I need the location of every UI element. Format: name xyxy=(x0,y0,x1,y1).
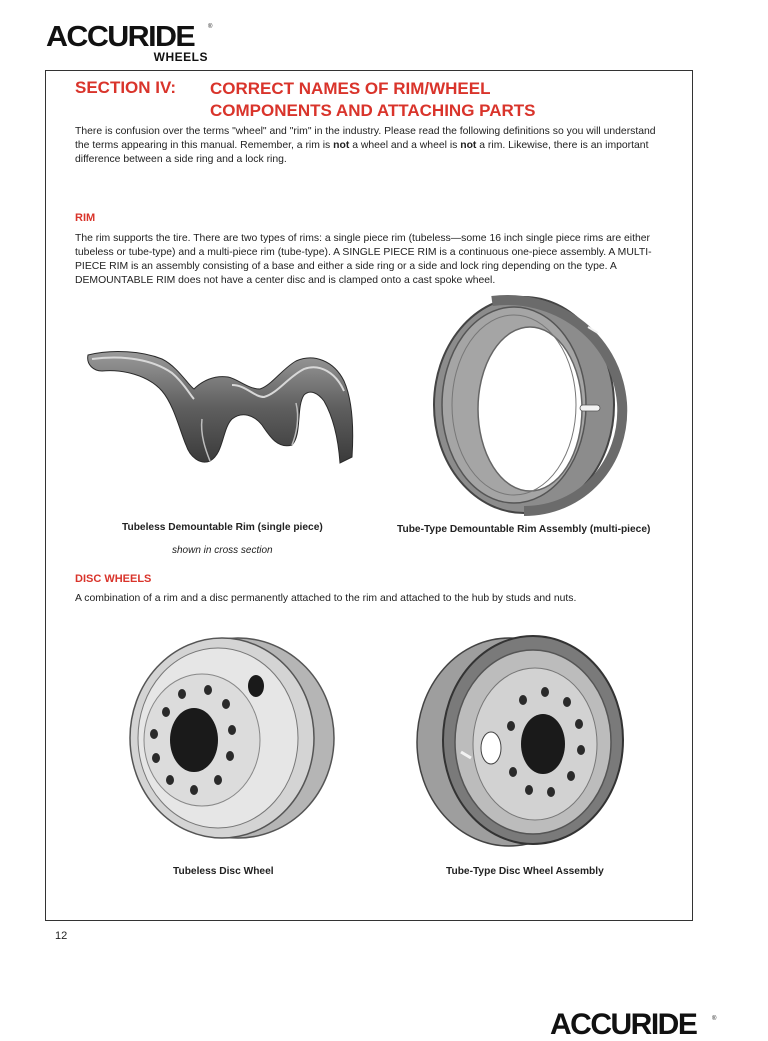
caption-tubeless-disc-wheel: Tubeless Disc Wheel xyxy=(173,866,274,877)
logo-wordmark: ACCURIDE xyxy=(46,21,195,53)
footer-accuride-logo: ACCURIDE xyxy=(550,1008,697,1041)
emphasis-not: not xyxy=(333,140,350,151)
disc-wheels-heading: DISC WHEELS xyxy=(75,573,152,585)
page-number: 12 xyxy=(55,930,68,942)
caption-tube-type-disc-wheel: Tube-Type Disc Wheel Assembly xyxy=(446,866,604,877)
logo-subtitle: WHEELS xyxy=(153,50,208,64)
rim-line-4: DEMOUNTABLE RIM does not have a center disc and is clamped onto a cast spoke wheel. xyxy=(75,275,496,286)
rim-cross-section-image xyxy=(82,345,362,470)
caption-tube-type-rim: Tube-Type Demountable Rim Assembly (multi-piece) xyxy=(397,524,651,535)
tube-type-disc-wheel-image xyxy=(413,630,628,855)
caption-tubeless-rim: Tubeless Demountable Rim (single piece) xyxy=(122,522,323,533)
intro-line-1: There is confusion over the terms "wheel" and "rim" in the industry. Please read the following definitions so you will understand xyxy=(75,126,656,137)
intro-paragraph xyxy=(75,125,675,167)
emphasis-not: not xyxy=(460,140,477,151)
intro-line-2: the terms appearing in this manual. Remember, a rim is not a wheel and a wheel is not a rim. Likewise, there is an important xyxy=(75,140,649,151)
intro-line-3: difference between a side ring and a lock ring. xyxy=(75,154,287,165)
rim-heading: RIM xyxy=(75,212,96,224)
rim-paragraph xyxy=(75,232,675,288)
caption-cross-section-note: shown in cross section xyxy=(172,545,273,556)
section-title-line-2: COMPONENTS AND ATTACHING PARTS xyxy=(210,101,536,120)
section-title xyxy=(210,78,536,122)
section-title-line-1: CORRECT NAMES OF RIM/WHEEL xyxy=(210,79,491,98)
footer-logo-registered-mark: ® xyxy=(712,1016,717,1022)
tube-type-rim-image xyxy=(432,293,627,515)
accuride-logo xyxy=(46,22,216,64)
logo-registered-mark: ® xyxy=(208,24,213,30)
rim-line-1: The rim supports the tire. There are two types of rims: a single piece rim (tubeless—some 16 inch single piece rims are either xyxy=(75,233,650,244)
rim-line-2: tubeless or tube-type) and a multi-piece rim (tube-type). A SINGLE PIECE RIM is a continuous one-piece assembly. A MULTI- xyxy=(75,247,652,258)
rim-line-3: PIECE RIM is an assembly consisting of a base and either a side ring or a side and lock ring depending on the type. A xyxy=(75,261,617,272)
tubeless-disc-wheel-image xyxy=(122,634,337,844)
disc-wheels-paragraph: A combination of a rim and a disc permanently attached to the rim and attached to the hub by studs and nuts. xyxy=(75,593,577,604)
section-label: SECTION IV: xyxy=(75,78,177,97)
